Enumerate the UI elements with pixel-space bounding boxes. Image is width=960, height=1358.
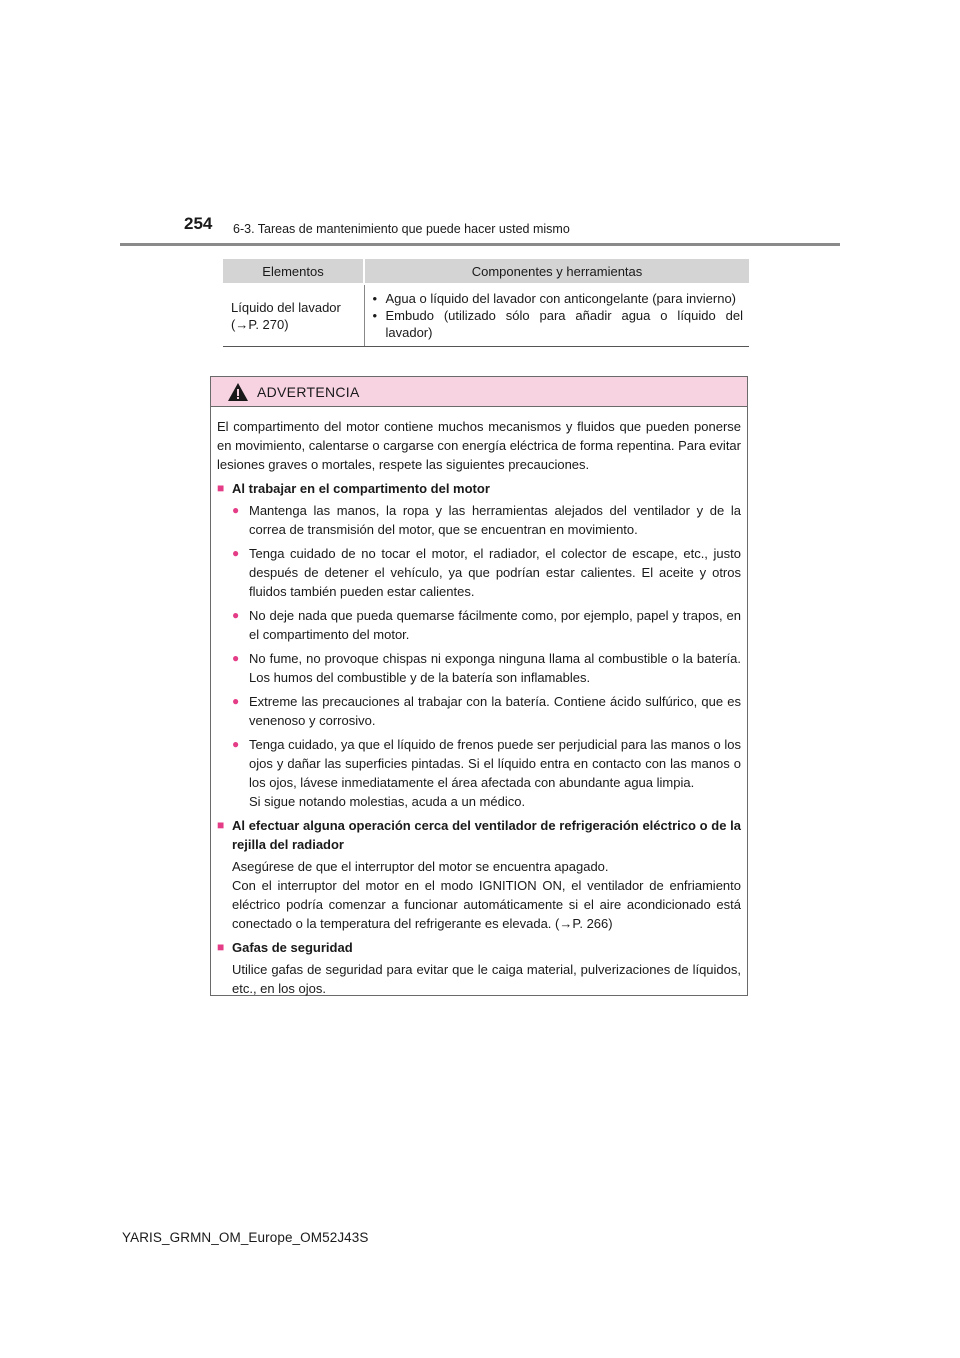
circle-bullet-icon: ● [232, 503, 240, 517]
warning-body [211, 407, 747, 998]
circle-bullet-icon: ● [232, 608, 240, 622]
list-item [232, 606, 741, 644]
element-name: Líquido del lavador [231, 299, 341, 315]
element-page-ref: (→P. 270) [231, 316, 289, 332]
elements-table [223, 259, 749, 347]
footer-doc-code: YARIS_GRMN_OM_Europe_OM52J43S [122, 1230, 369, 1245]
list-item [232, 544, 741, 601]
item-text: Mantenga las manos, la ropa y las herramientas alejados del ventilador y de la correa de transmisión del motor, que se encuentran en movimiento. [249, 503, 741, 537]
list-item [232, 735, 741, 811]
section-heading-text: Al efectuar alguna operación cerca del ventilador de refrigeración eléctrico o de la rejilla del radiador [232, 818, 741, 852]
component-text: Embudo (utilizado sólo para añadir agua o líquido del lavador) [385, 308, 743, 340]
component-text: Agua o líquido del lavador con anticongelante (para invierno) [385, 291, 737, 306]
page-number: 254 [184, 214, 213, 233]
section-text-line: Con el interruptor del motor en el modo IGNITION ON, el ventilador de enfriamiento eléctrico podría comenzar a funcionar automáticamente si el aire acondicionado está conectado o la temperatura del refrigerante es elevada. (→P. 266) [232, 878, 741, 931]
table-cell-element [223, 284, 364, 347]
list-item [232, 692, 741, 730]
item-text: No deje nada que pueda quemarse fácilmente como, por ejemplo, papel y trapos, en el compartimento del motor. [249, 608, 741, 642]
warning-intro: El compartimento del motor contiene muchos mecanismos y fluidos que pueden ponerse en movimiento, calentarse o cargarse con energía eléctrica de forma repentina. Para evitar lesiones graves o mortales, respete las siguientes precauciones. [217, 419, 741, 472]
list-item [232, 501, 741, 539]
table-cell-components [364, 284, 749, 347]
item-text: Extreme las precauciones al trabajar con la batería. Contiene ácido sulfúrico, que es venenoso y corrosivo. [249, 694, 741, 728]
section-text: Utilice gafas de seguridad para evitar que le caiga material, pulverizaciones de líquidos, etc., en los ojos. [232, 962, 741, 996]
square-bullet-icon: ■ [217, 940, 225, 954]
bullet-icon: • [372, 291, 378, 306]
section-heading-text: Gafas de seguridad [232, 940, 353, 955]
bullet-icon: • [372, 308, 378, 323]
warning-triangle-icon [227, 382, 249, 402]
warning-header [211, 377, 747, 407]
section-heading [217, 816, 741, 854]
section-heading [217, 938, 741, 957]
warning-title: ADVERTENCIA [257, 383, 360, 400]
circle-bullet-icon: ● [232, 546, 240, 560]
item-text-main: Tenga cuidado, ya que el líquido de frenos puede ser perjudicial para las manos o los ojos y dañar las superficies pintadas. Si el líquido entra en contacto con las manos o los ojos, lávese inmediatamente el área afectada con abundante agua limpia. [249, 737, 741, 790]
table-header-row [223, 259, 749, 284]
list-item [373, 290, 744, 307]
section-heading-text: Al trabajar en el compartimento del motor [232, 481, 490, 496]
list-item [232, 649, 741, 687]
table-row [223, 284, 749, 347]
square-bullet-icon: ■ [217, 481, 225, 495]
item-text [249, 735, 741, 811]
circle-bullet-icon: ● [232, 694, 240, 708]
warning-box [210, 376, 748, 996]
section-text-line: Asegúrese de que el interruptor del motor se encuentra apagado. [232, 859, 609, 874]
table-header-elementos: Elementos [223, 259, 364, 284]
item-text-extra: Si sigue notando molestias, acuda a un médico. [249, 794, 526, 809]
list-item [373, 307, 744, 341]
table-header-componentes: Componentes y herramientas [364, 259, 749, 284]
circle-bullet-icon: ● [232, 651, 240, 665]
item-text: Tenga cuidado de no tocar el motor, el radiador, el colector de escape, etc., justo después de detener el vehículo, ya que podrían estar calientes. El aceite y otros fluidos también pueden estar calientes. [249, 546, 741, 599]
section-title: 6-3. Tareas de mantenimiento que puede hacer usted mismo [233, 222, 570, 236]
section-text [232, 857, 741, 933]
header-divider [120, 243, 840, 246]
section-heading [217, 479, 741, 498]
circle-bullet-icon: ● [232, 737, 240, 751]
square-bullet-icon: ■ [217, 818, 225, 832]
item-text: No fume, no provoque chispas ni exponga ninguna llama al combustible o la batería. Los humos del combustible y de la batería son inflamables. [249, 651, 741, 685]
